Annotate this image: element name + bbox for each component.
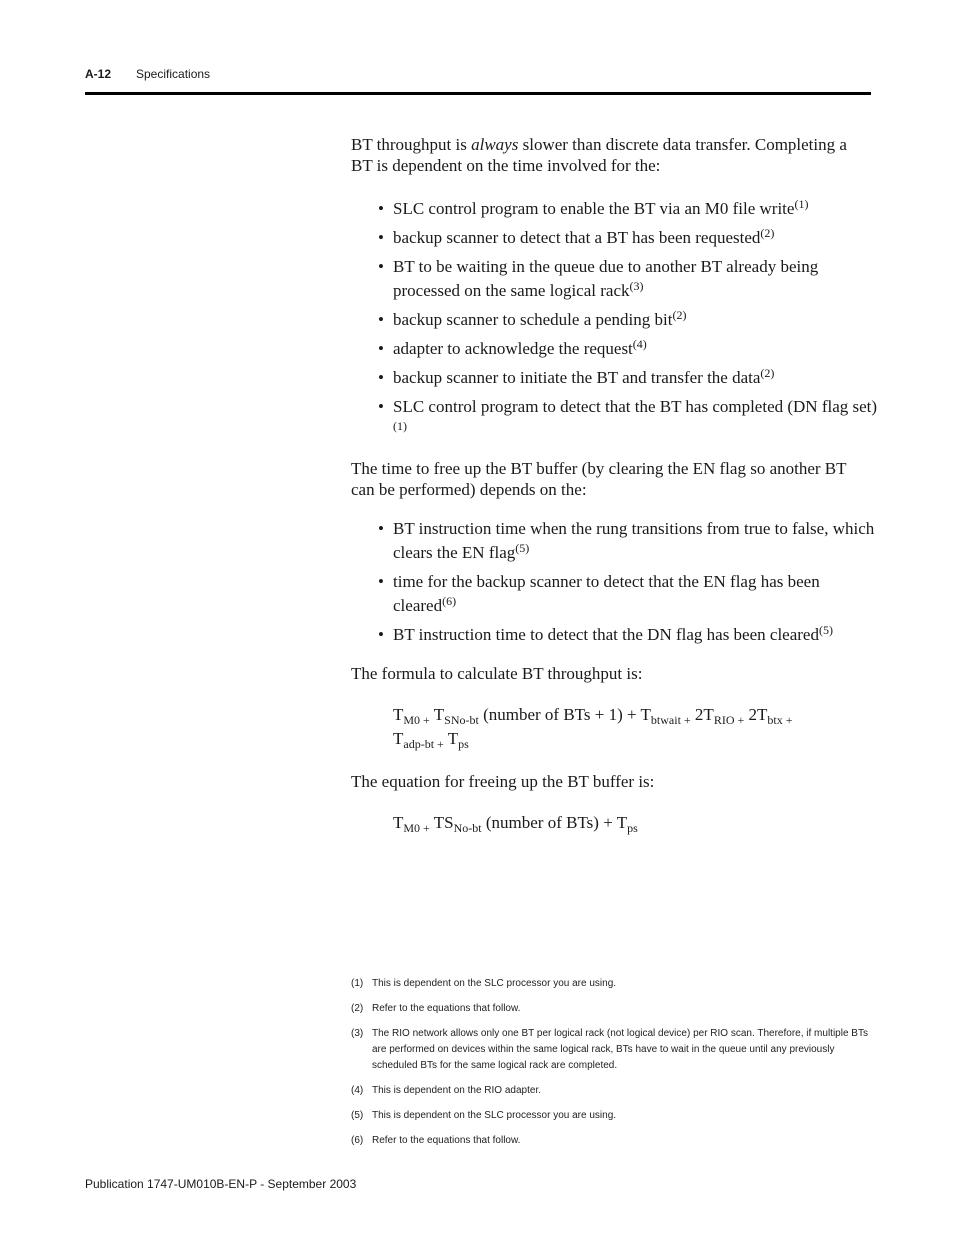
list-item: • BT instruction time when the rung transitions from true to false, which clears the EN flag$^{(5)}$ bbox=[378, 519, 875, 562]
footnote-ref: (4) bbox=[632, 337, 647, 351]
footnote-ref: (2) bbox=[672, 308, 687, 322]
list-item: • BT to be waiting in the queue due to another BT already being processed on the same logical rack$^{(3)}$ bbox=[378, 257, 819, 300]
footnote-ref: (5) bbox=[515, 541, 530, 555]
footnote-ref: (2) bbox=[760, 226, 775, 240]
list-item: • backup scanner to initiate the BT and transfer the data$^{(2)}$ bbox=[378, 366, 775, 387]
footnote: (5) This is dependent on the SLC processor you are using. bbox=[351, 1110, 617, 1121]
page-header bbox=[85, 66, 871, 95]
buffer-equation: $T_{M0 +}$ $TS_{No-bt}$ (number of $BTs) + T_{ps}$ bbox=[393, 813, 638, 835]
emphasis-always: always bbox=[471, 135, 519, 154]
publication-footer: Publication 1747-UM010B-EN-P - September 2003 bbox=[85, 1177, 357, 1191]
footnote-ref: (3) bbox=[629, 279, 644, 293]
throughput-formula: $T_{M0 +}$ $T_{SNo-bt}$ (number of BTs + $1) + T_{btwait +}$ $2T_{RIO +}$ $2T_{btx +}$ $T_{adp-bt +}$ $T_{ps}$ bbox=[393, 705, 793, 751]
list-item: • backup scanner to detect that a BT has been requested$^{(2)}$ bbox=[378, 226, 775, 247]
formula-intro: The formula to calculate BT throughput is: bbox=[351, 664, 643, 683]
footnote-ref: (2) bbox=[760, 366, 775, 380]
footnote: (1) This is dependent on the SLC processor you are using. bbox=[351, 978, 617, 989]
completion-factors-list bbox=[378, 197, 878, 448]
footnote: (3) The RIO network allows only one BT per logical rack (not logical device) per RIO scan. Therefore, if multiple BTs are performed on devices within the same logical rack, BTs have to wait in the queue until any previously scheduled BTs for the same logical rack are completed. bbox=[351, 1028, 868, 1071]
footnote-ref: (6) bbox=[442, 594, 457, 608]
footnote: (4) This is dependent on the RIO adapter. bbox=[351, 1085, 541, 1096]
intro-paragraph: BT throughput is always slower than discrete data transfer. Completing a BT is dependent on the time involved for the: bbox=[351, 135, 847, 175]
footnote-ref: (5) bbox=[818, 623, 833, 637]
footnote: (6) Refer to the equations that follow. bbox=[351, 1135, 521, 1146]
buffer-factors-list bbox=[378, 517, 878, 652]
list-item: • SLC control program to detect that the BT has completed (DN flag set)$^{(1)}$ bbox=[378, 397, 878, 433]
list-item: • backup scanner to schedule a pending bit$^{(2)}$ bbox=[378, 308, 687, 329]
page-number: A-12 bbox=[85, 67, 112, 81]
footnote-ref: (1) bbox=[794, 197, 809, 211]
footnote: (2) Refer to the equations that follow. bbox=[351, 1003, 521, 1014]
list-item: • adapter to acknowledge the request$^{(4)}$ bbox=[378, 337, 647, 358]
buffer-paragraph: The time to free up the BT buffer (by clearing the EN flag so another BT can be performed) depends on the: bbox=[351, 459, 847, 499]
list-item: • SLC control program to enable the BT via an M0 file write$^{(1)}$ bbox=[378, 197, 809, 218]
footnote-ref: (1) bbox=[393, 419, 407, 433]
list-item: • BT instruction time to detect that the DN flag has been cleared$^{(5)}$ bbox=[378, 623, 833, 644]
footnotes bbox=[351, 976, 876, 1158]
list-item: • time for the backup scanner to detect that the EN flag has been cleared$^{(6)}$ bbox=[378, 572, 820, 615]
equation-intro: The equation for freeing up the BT buffer is: bbox=[351, 772, 655, 791]
section-title: Specifications bbox=[136, 67, 211, 81]
